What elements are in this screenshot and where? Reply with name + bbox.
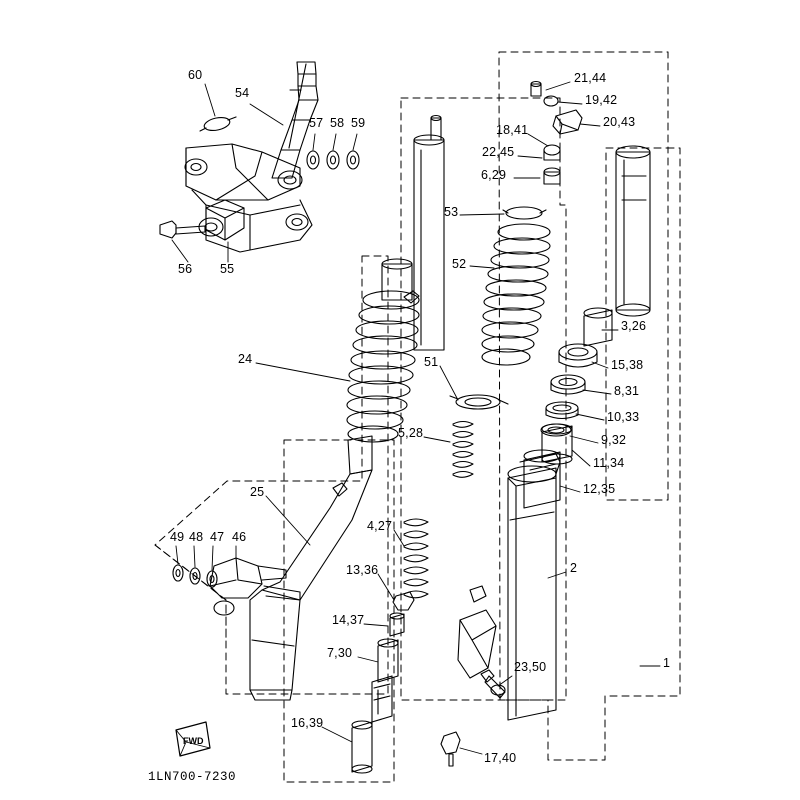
callout-49: 49 — [170, 530, 185, 544]
callout-14-37: 14,37 — [332, 613, 365, 627]
callout-60: 60 — [188, 68, 203, 82]
callout-55: 55 — [220, 262, 235, 276]
callout-21-44: 21,44 — [574, 71, 607, 85]
callout-25: 25 — [250, 485, 265, 499]
callout-9-32: 9,32 — [601, 433, 627, 447]
callout-1: 1 — [663, 656, 671, 670]
callout-56: 56 — [178, 262, 193, 276]
fwd-arrow-label: FWD — [183, 736, 204, 746]
callout-7-30: 7,30 — [327, 646, 353, 660]
callout-6-29: 6,29 — [481, 168, 507, 182]
callout-51: 51 — [424, 355, 439, 369]
callout-17-40: 17,40 — [484, 751, 517, 765]
callout-4-27: 4,27 — [367, 519, 393, 533]
diagram-part-number: 1LN700-7230 — [148, 770, 237, 784]
callout-5-28: 5,28 — [398, 426, 424, 440]
callout-8-31: 8,31 — [614, 384, 640, 398]
callout-53: 53 — [444, 205, 459, 219]
callout-13-36: 13,36 — [346, 563, 379, 577]
callout-3-26: 3,26 — [621, 319, 647, 333]
callout-20-43: 20,43 — [603, 115, 636, 129]
callout-47: 47 — [210, 530, 225, 544]
callout-23-50: 23,50 — [514, 660, 547, 674]
callout-57: 57 — [309, 116, 324, 130]
callout-48: 48 — [189, 530, 204, 544]
callout-19-42: 19,42 — [585, 93, 618, 107]
callout-59: 59 — [351, 116, 366, 130]
callout-24: 24 — [238, 352, 253, 366]
callout-58: 58 — [330, 116, 345, 130]
callout-12-35: 12,35 — [583, 482, 616, 496]
callout-46: 46 — [232, 530, 247, 544]
callout-54: 54 — [235, 86, 250, 100]
callout-52: 52 — [452, 257, 467, 271]
callout-10-33: 10,33 — [607, 410, 640, 424]
callout-18-41: 18,41 — [496, 123, 529, 137]
callout-11-34: 11,34 — [593, 456, 625, 470]
callout-22-45: 22,45 — [482, 145, 515, 159]
callout-16-39: 16,39 — [291, 716, 324, 730]
callout-15-38: 15,38 — [611, 358, 644, 372]
callout-2: 2 — [570, 561, 578, 575]
